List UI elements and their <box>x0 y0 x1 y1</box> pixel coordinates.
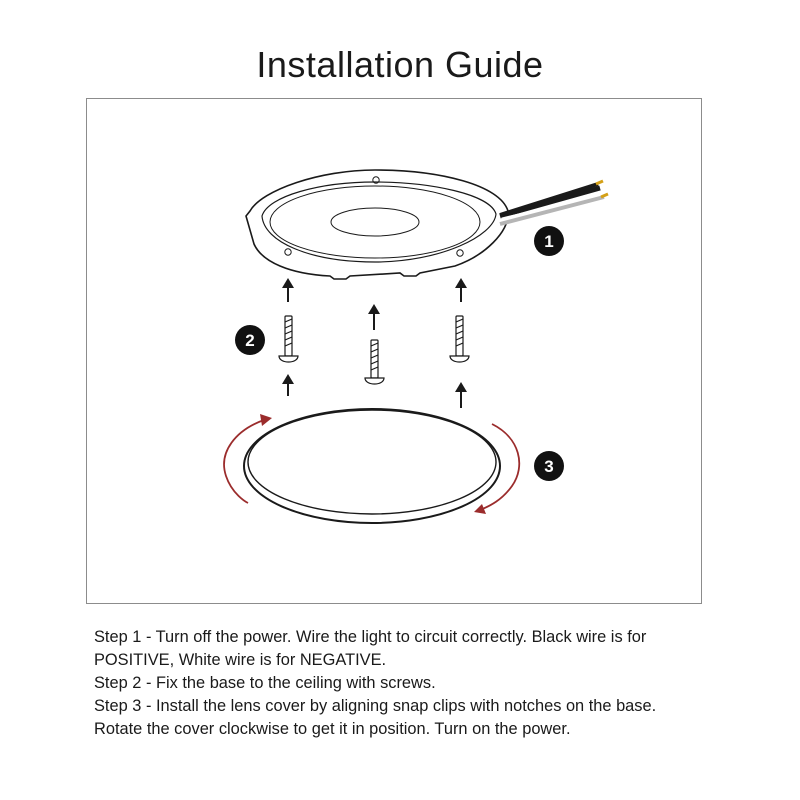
page-title: Installation Guide <box>256 44 544 85</box>
instructions-text <box>94 626 734 741</box>
instruction-line: Rotate the cover clockwise to get it in position. Turn on the power. <box>94 720 571 738</box>
step-badge-1-label: 1 <box>544 232 554 251</box>
lens-cover-icon <box>244 409 500 523</box>
step-badge-2-label: 2 <box>245 331 255 350</box>
step-badge-3-label: 3 <box>544 457 554 476</box>
instruction-line: Step 3 - Install the lens cover by aligning snap clips with notches on the base. <box>94 697 657 715</box>
wires-icon <box>500 181 608 224</box>
instruction-line: Step 2 - Fix the base to the ceiling with screws. <box>94 674 436 692</box>
base-plate-icon <box>246 170 508 279</box>
instruction-line: Step 1 - Turn off the power. Wire the light to circuit correctly. Black wire is for <box>94 628 647 646</box>
instruction-line: POSITIVE, White wire is for NEGATIVE. <box>94 651 387 669</box>
